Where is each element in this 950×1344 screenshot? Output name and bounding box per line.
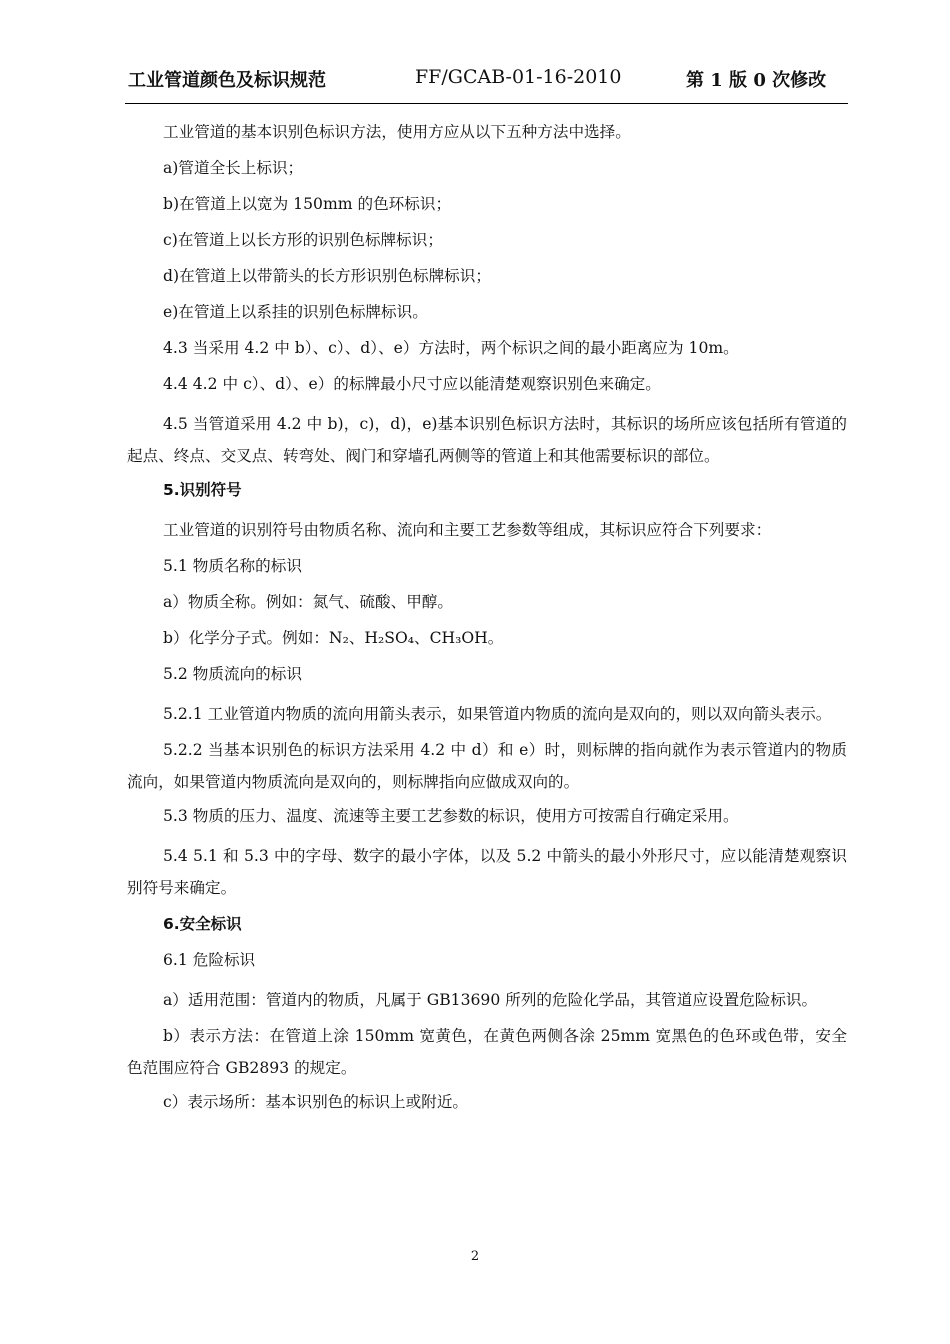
header-divider: [125, 103, 848, 104]
clause-5-4: 5.4 5.1 和 5.3 中的字母、数字的最小字体，以及 5.2 中箭头的最小外形尺寸，应以能清楚观察识别符号来确定。: [127, 847, 847, 897]
list-item: b)在管道上以宽为 150mm 的色环标识；: [163, 195, 452, 213]
list-item: a）物质全称。例如：氮气、硫酸、甲醇。: [163, 593, 453, 611]
header-version: 第 1 版 0 次修改: [686, 70, 827, 91]
paragraph: 工业管道的识别符号由物质名称、流向和主要工艺参数等组成，其标识应符合下列要求：: [163, 521, 772, 539]
clause-5-2-2: 5.2.2 当基本识别色的标识方法采用 4.2 中 d）和 e）时，则标牌的指向就作为表示管道内的物质流向，如果管道内物质流向是双向的，则标牌指向应做成双向的。: [127, 741, 847, 791]
list-item: a）适用范围：管道内的物质，凡属于 GB13690 所列的危险化学品，其管道应设置危险标识。: [163, 991, 818, 1009]
clause-5-3: 5.3 物质的压力、温度、流速等主要工艺参数的标识，使用方可按需自行确定采用。: [163, 807, 739, 825]
clause-4-3: 4.3 当采用 4.2 中 b）、c）、d）、e）方法时，两个标识之间的最小距离应为 10m。: [163, 339, 739, 357]
clause-4-4: 4.4 4.2 中 c）、d）、e）的标牌最小尺寸应以能清楚观察识别色来确定。: [163, 375, 661, 393]
section-heading-5: 5.识别符号: [163, 481, 242, 499]
list-item: c)在管道上以长方形的识别色标牌标识；: [163, 231, 443, 249]
section-heading-6: 6.安全标识: [163, 915, 242, 933]
document-body: [127, 120, 847, 1126]
clause-4-5: 4.5 当管道采用 4.2 中 b)，c)，d)，e)基本识别色标识方法时，其标识的场所应该包括所有管道的起点、终点、交叉点、转弯处、阀门和穿墙孔两侧等的管道上和其他需要标识的部位。: [127, 415, 847, 465]
list-item: a)管道全长上标识；: [163, 159, 304, 177]
list-item: c）表示场所：基本识别色的标识上或附近。: [163, 1093, 469, 1111]
list-item: b）化学分子式。例如：N₂、H₂SO₄、CH₃OH。: [163, 629, 504, 647]
list-item: e)在管道上以系挂的识别色标牌标识。: [163, 303, 428, 321]
list-item: d)在管道上以带箭头的长方形识别色标牌标识；: [163, 267, 491, 285]
page-number: 2: [470, 1249, 480, 1264]
clause-5-1: 5.1 物质名称的标识: [163, 557, 302, 575]
header-title: 工业管道颜色及标识规范: [128, 70, 326, 91]
paragraph: 工业管道的基本识别色标识方法，使用方应从以下五种方法中选择。: [163, 123, 631, 141]
clause-5-2: 5.2 物质流向的标识: [163, 665, 302, 683]
clause-5-2-1: 5.2.1 工业管道内物质的流向用箭头表示，如果管道内物质的流向是双向的，则以双向箭头表示。: [163, 705, 832, 723]
list-item: b）表示方法：在管道上涂 150mm 宽黄色，在黄色两侧各涂 25mm 宽黑色的色环或色带，安全色范围应符合 GB2893 的规定。: [127, 1027, 847, 1077]
header-doc-code: FF/GCAB-01-16-2010: [415, 66, 622, 88]
clause-6-1: 6.1 危险标识: [163, 951, 256, 969]
